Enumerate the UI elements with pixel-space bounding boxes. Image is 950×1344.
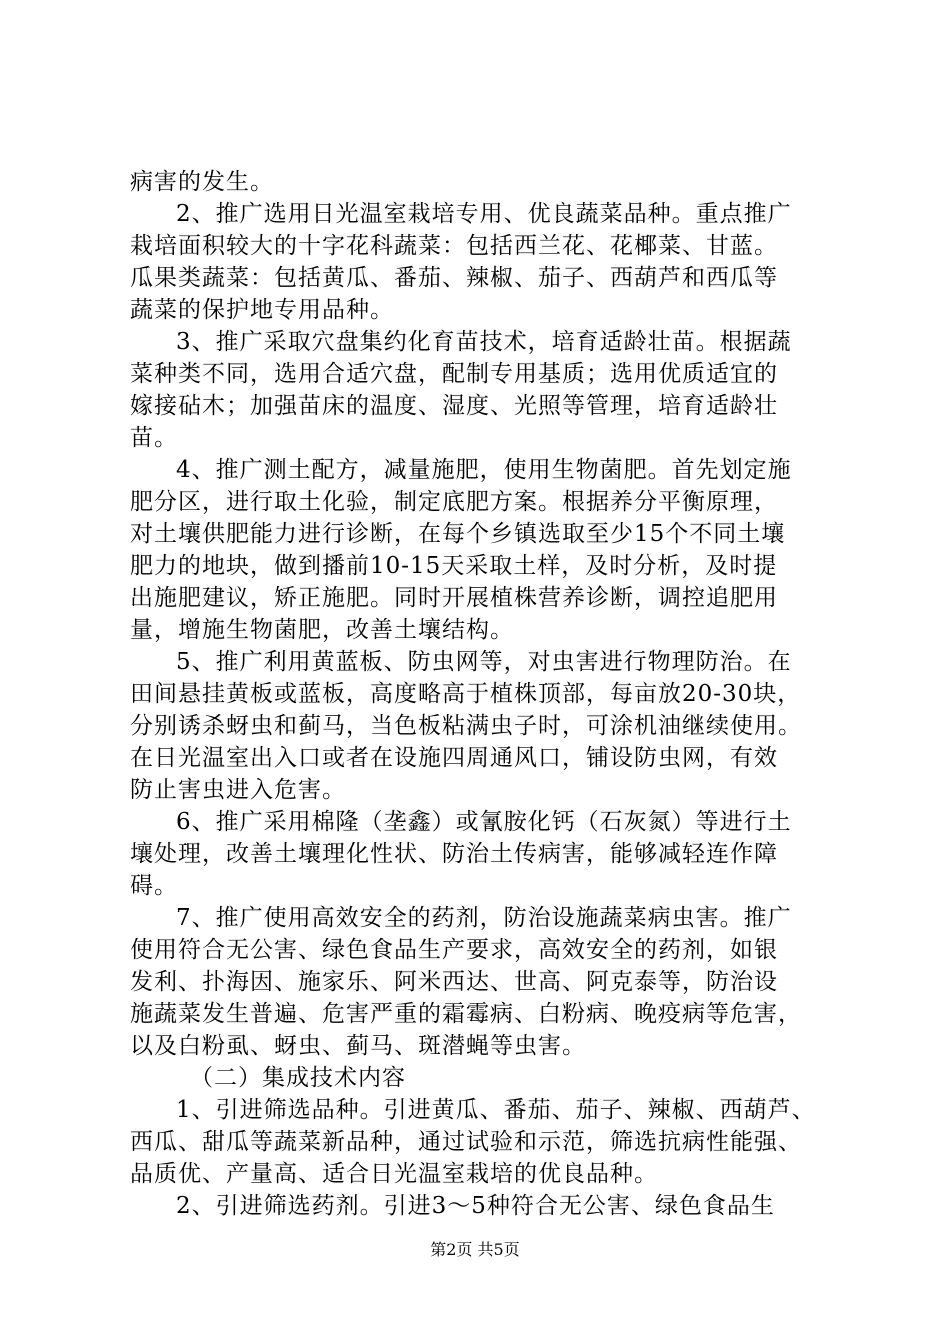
text-line: 碍。 <box>130 873 178 899</box>
text-line: 栽培面积较大的十字花科蔬菜：包括西兰花、花椰菜、甘蓝。 <box>130 233 778 259</box>
text-line: 蔬菜的保护地专用品种。 <box>130 297 394 323</box>
section-heading: （二）集成技术内容 <box>190 1065 406 1091</box>
text-line: 防止害虫进入危害。 <box>130 777 346 803</box>
body-text <box>130 166 830 1222</box>
text-line: 6、推广采用棉隆（垄鑫）或氰胺化钙（石灰氮）等进行土 <box>176 809 792 835</box>
text-line: 使用符合无公害、绿色食品生产要求，高效安全的药剂，如银 <box>130 937 778 963</box>
text-line: 田间悬挂黄板或蓝板，高度略高于植株顶部，每亩放20-30块， <box>130 681 802 707</box>
text-line: 量，增施生物菌肥，改善土壤结构。 <box>130 617 514 643</box>
text-line: 2、推广选用日光温室栽培专用、优良蔬菜品种。重点推广 <box>176 201 792 227</box>
text-line: 品质优、产量高、适合日光温室栽培的优良品种。 <box>130 1161 658 1187</box>
text-line: 壤处理，改善土壤理化性状、防治土传病害，能够减轻连作障 <box>130 841 778 867</box>
text-line: 施蔬菜发生普遍、危害严重的霜霉病、白粉病、晚疫病等危害， <box>130 1001 802 1027</box>
text-line: 西瓜、甜瓜等蔬菜新品种，通过试验和示范，筛选抗病性能强、 <box>130 1129 802 1155</box>
text-line: 菜种类不同，选用合适穴盘，配制专用基质；选用优质适宜的 <box>130 361 778 387</box>
text-line: 发利、扑海因、施家乐、阿米西达、世高、阿克泰等，防治设 <box>130 969 778 995</box>
text-line: 4、推广测土配方，减量施肥，使用生物菌肥。首先划定施 <box>176 457 792 483</box>
text-line: 病害的发生。 <box>130 169 274 195</box>
text-line: 出施肥建议，矫正施肥。同时开展植株营养诊断，调控追肥用 <box>130 585 778 611</box>
page-footer: 第2页 共5页 <box>430 1240 520 1259</box>
text-line: 肥力的地块，做到播前10-15天采取土样，及时分析，及时提 <box>130 553 778 579</box>
text-line: 瓜果类蔬菜：包括黄瓜、番茄、辣椒、茄子、西葫芦和西瓜等 <box>130 265 778 291</box>
text-line: 以及白粉虱、蚜虫、蓟马、斑潜蝇等虫害。 <box>130 1033 586 1059</box>
text-line: 7、推广使用高效安全的药剂，防治设施蔬菜病虫害。推广 <box>176 905 792 931</box>
text-line: 嫁接砧木；加强苗床的温度、湿度、光照等管理，培育适龄壮 <box>130 393 778 419</box>
text-line: 3、推广采取穴盘集约化育苗技术，培育适龄壮苗。根据蔬 <box>176 329 792 355</box>
text-line: 1、引进筛选品种。引进黄瓜、番茄、茄子、辣椒、西葫芦、 <box>176 1097 816 1123</box>
text-line: 分别诱杀蚜虫和蓟马，当色板粘满虫子时，可涂机油继续使用。 <box>130 713 802 739</box>
text-line: 苗。 <box>130 425 178 451</box>
text-line: 肥分区，进行取土化验，制定底肥方案。根据养分平衡原理， <box>130 489 778 515</box>
text-line: 5、推广利用黄蓝板、防虫网等，对虫害进行物理防治。在 <box>176 649 792 675</box>
text-line: 在日光温室出入口或者在设施四周通风口，铺设防虫网，有效 <box>130 745 778 771</box>
text-line: 对土壤供肥能力进行诊断，在每个乡镇选取至少15个不同土壤 <box>130 521 786 547</box>
text-line: 2、引进筛选药剂。引进3～5种符合无公害、绿色食品生 <box>176 1193 775 1219</box>
